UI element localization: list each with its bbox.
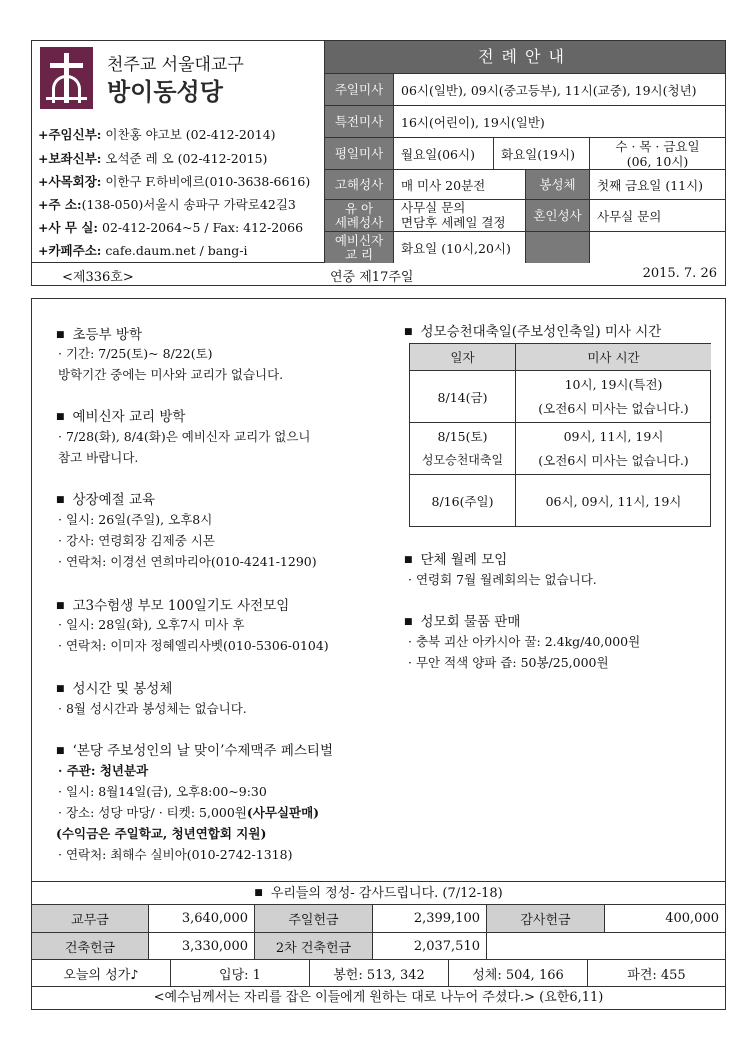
offering-value: 3,640,000 (149, 905, 255, 933)
benediction-value: 첫째 금요일 (11시) (589, 169, 725, 199)
scripture-quote: <예수님께서는 자리를 잡은 이들에게 원하는 대로 나누어 주셨다.> (요한6,11) (153, 990, 604, 1005)
offering-label: 2차 건축헌금 (255, 933, 373, 960)
section-title: ■ 초등부 방학 (56, 323, 142, 343)
offering-label: 주일헌금 (255, 905, 373, 933)
hymn-entrance: 입당: 1 (171, 960, 310, 987)
confession-value: 매 미사 20분전 (393, 169, 525, 199)
eve-mass-label: 특전미사 (324, 105, 393, 137)
hymn-offertory: 봉헌: 513, 342 (310, 960, 449, 987)
sunday-mass-label: 주일미사 (324, 73, 393, 105)
marriage-label: 혼인성사 (525, 199, 589, 231)
infant-baptism-value: 사무실 문의 면담후 세례일 결정 (393, 199, 525, 231)
parish-logo (40, 47, 93, 109)
table-row-day: 8/16(주일) (409, 474, 515, 527)
offering-value: 2,037,510 (373, 933, 487, 960)
offering-title: ■ 우리들의 정성- 감사드립니다. (7/12-18) (32, 882, 725, 905)
section-line: · 일시: 28일(화), 오후7시 미사 후 (58, 617, 245, 632)
section-line: · 8월 성시간과 봉성체는 없습니다. (58, 701, 247, 716)
offering-label: 감사헌금 (487, 905, 605, 933)
section-title: ■ 성모회 물품 판매 (404, 610, 520, 630)
festival-place: · 장소: 성당 마당/ · 티켓: 5,000원(사무실판매) (58, 805, 320, 820)
section-line: · 연락처: 이미자 정혜엘리사벳(010-5306-0104) (58, 638, 329, 653)
offering-label: 건축헌금 (32, 933, 149, 960)
table-row-day: 8/14(금) (409, 370, 515, 422)
weekday-mon: 월요일(06시) (393, 137, 493, 169)
section-line: · 충북 괴산 아카시아 꿀: 2.4kg/40,000원 (408, 634, 641, 649)
section-title: ■ 성시간 및 봉성체 (56, 677, 172, 697)
section-title: ■ 단체 월례 모임 (404, 548, 507, 568)
weekday-tue: 화요일(19시) (493, 137, 589, 169)
offering-value: 3,330,000 (149, 933, 255, 960)
section-line: · 7/28(화), 8/4(화)은 예비신자 교리가 없으니 (58, 429, 311, 444)
staff-pastor: +주임신부: 이찬홍 야고보 (02-412-2014) (38, 127, 276, 142)
staff-office: +사 무 실: 02-412-2064~5 / Fax: 412-2066 (38, 220, 304, 235)
offering-empty (487, 933, 725, 960)
staff-assistant: +보좌신부: 오석준 레 오 (02-412-2015) (38, 151, 268, 166)
blank-value-cell (589, 231, 725, 263)
hymn-label: 오늘의 성가♪ (32, 960, 171, 987)
staff-council: +사목회장: 이한구 F.하비에르(010-3638-6616) (38, 174, 311, 189)
festival-title: ■ ‘본당 주보성인의 날 맞이’수제맥주 페스티벌 (56, 739, 333, 759)
section-line: · 연령회 7월 월례회의는 없습니다. (408, 572, 597, 587)
liturgical-week: 연중 제17주일 (330, 270, 414, 285)
catechumen-value: 화요일 (10시,20시) (393, 231, 525, 263)
section-title: ■ 고3수험생 부모 100일기도 사전모임 (56, 594, 289, 614)
col-header-time: 미사 시간 (515, 343, 711, 370)
assumption-title: ■ 성모승천대축일(주보성인축일) 미사 시간 (404, 320, 661, 340)
weekday-mass-label: 평일미사 (324, 137, 393, 169)
table-row-time: 06시, 09시, 11시, 19시 (515, 474, 711, 527)
marriage-value: 사무실 문의 (589, 199, 725, 231)
section-line: · 연락처: 이경선 연희마리아(010-4241-1290) (58, 554, 317, 569)
section-line: · 기간: 7/25(토)~ 8/22(토) (58, 346, 213, 361)
parish-info-panel (31, 40, 325, 263)
festival-date: · 일시: 8월14일(금), 오후8:00~9:30 (58, 784, 267, 799)
liturgy-schedule-table (324, 40, 726, 263)
table-row-day: 8/15(토) 성모승천대축일 (409, 422, 515, 474)
infant-baptism-label: 유 아 세례성사 (324, 199, 393, 231)
liturgy-title: 전례안내 (325, 41, 725, 73)
issue-date: 2015. 7. 26 (642, 266, 717, 281)
section-title: ■ 상장예절 교육 (56, 488, 155, 508)
section-line: · 일시: 26일(주일), 오후8시 (58, 512, 213, 527)
announcements-panel (31, 298, 726, 882)
benediction-label: 봉성체 (525, 169, 589, 199)
festival-contact: · 연락처: 최해수 실비아(010-2742-1318) (58, 847, 293, 862)
section-line: · 무안 적색 양파 즙: 50봉/25,000원 (408, 655, 609, 670)
section-line: 방학기간 중에는 미사와 교리가 없습니다. (58, 367, 284, 382)
hymn-communion: 성체: 504, 166 (449, 960, 588, 987)
confession-label: 고해성사 (324, 169, 393, 199)
catechumen-label: 예비신자 교 리 (324, 231, 393, 263)
offering-panel (31, 881, 726, 1010)
section-line: 참고 바랍니다. (58, 450, 139, 465)
offering-label: 교무금 (32, 905, 149, 933)
issue-number: <제336호> (62, 270, 134, 285)
table-row-time: 09시, 11시, 19시 (오전6시 미사는 없습니다.) (515, 422, 711, 474)
hymn-recessional: 파견: 455 (588, 960, 725, 987)
festival-host: · 주관: 청년분과 (58, 763, 149, 778)
offering-value: 400,000 (605, 905, 725, 933)
eve-mass-value: 16시(어린이), 19시(일반) (393, 105, 725, 137)
weekday-wed-fri: 수 · 목 · 금요일 (06, 10시) (589, 137, 725, 169)
assumption-mass-table (409, 343, 711, 527)
col-header-day: 일자 (409, 343, 515, 370)
issue-bar (31, 262, 726, 286)
sunday-mass-value: 06시(일반), 09시(중고등부), 11시(교중), 19시(청년) (393, 73, 725, 105)
section-line: · 강사: 연령회장 김제중 시몬 (58, 533, 215, 548)
staff-cafe: +카페주소: cafe.daum.net / bang-i (38, 243, 248, 258)
parish-archdiocese: 천주교 서울대교구 (107, 55, 244, 75)
festival-proceeds: (수익금은 주일학교, 청년연합회 지원) (56, 826, 267, 841)
staff-address: +주 소:(138-050)서울시 송파구 가락로42길3 (38, 197, 296, 212)
section-title: ■ 예비신자 교리 방학 (56, 405, 185, 425)
blank-label-cell (525, 231, 589, 263)
parish-name: 방이동성당 (107, 77, 223, 106)
offering-value: 2,399,100 (373, 905, 487, 933)
table-row-time: 10시, 19시(특전) (오전6시 미사는 없습니다.) (515, 370, 711, 422)
